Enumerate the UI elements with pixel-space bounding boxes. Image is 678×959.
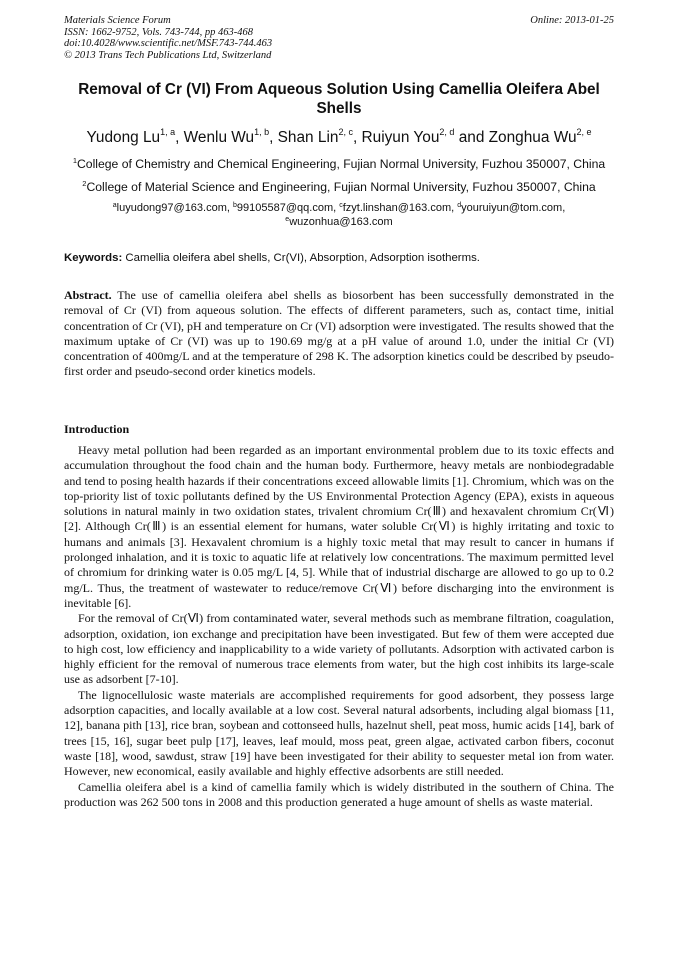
abstract	[64, 288, 614, 380]
email-entry	[457, 202, 565, 214]
affiliation-text: College of Material Science and Engineering, Fujian Normal University, Fuzhou 350007, China	[86, 180, 596, 194]
paragraph: Heavy metal pollution had been regarded as an important environmental problem due to its toxic effects and accumulation throughout the food chain and the human body. Furthermore, heavy metals are nonbiodegradable and tend to posing health hazards if their concentrations exceed allowable limits [1]. Chromium, which was on the top-priority list of toxic pollutants defined by the US Environmental Protection Agency (EPA), exists in aqueous solutions in natural mainly in two oxidation states, trivalent chromium Cr(Ⅲ) and hexavalent chromium Cr(Ⅵ) [2]. Although Cr(Ⅲ) is an essential element for humans, water soluble Cr(Ⅵ) is highly irritating and toxic to humans and animals [3]. Hexavalent chromium is a highly toxic metal that may result to cancer in humans if prolonged inhalation, and it is toxic to aquatic life at relatively low concentrations. The maximum permitted level of chromium for drinking water is 0.05 mg/L [4, 5]. While that of industrial discharge are allowed to go up to 0.2 mg/L. Thus, the treatment of wastewater to reduce/remove Cr(Ⅵ) before discharging into the environment is inevitable [6].	[64, 443, 614, 610]
author-separator: ,	[269, 129, 278, 146]
author-separator: and	[454, 129, 489, 146]
email-separator: ,	[451, 202, 458, 214]
author	[86, 129, 183, 146]
email-separator: ,	[226, 202, 234, 214]
journal-name: Materials Science Forum	[64, 15, 171, 26]
running-header	[64, 15, 614, 61]
email-list	[70, 201, 608, 229]
author-name: Ruiyun You	[361, 129, 440, 146]
author-separator: ,	[352, 129, 362, 146]
email-separator: ,	[333, 202, 340, 214]
email-address[interactable]: youruiyun@tom.com	[461, 202, 563, 214]
email-tag: b	[233, 202, 237, 209]
author-name: Wenlu Wu	[183, 129, 255, 146]
author	[362, 129, 489, 146]
author-separator: ,	[175, 129, 184, 146]
affiliation-number: 2	[82, 179, 87, 188]
affiliation	[30, 157, 648, 172]
keywords-text: Camellia oleifera abel shells, Cr(VI), Absorption, Adsorption isotherms.	[122, 252, 480, 264]
author-affiliation-mark: 2, c	[338, 127, 353, 137]
email-address[interactable]: fzyt.linshan@163.com	[342, 202, 452, 214]
issn-line: ISSN: 1662-9752, Vols. 743-744, pp 463-468	[64, 26, 253, 38]
keywords	[64, 251, 614, 265]
paragraph: For the removal of Cr(Ⅵ) from contaminated water, several methods such as membrane filtration, coagulation, adsorption, oxidation, ion exchange and precipitation have been investigated. But few of them were accepted due to high cost, low efficiency and inapplicability to a wide variety of pollutants. Adsorption with activated carbon is highly efficient for the removal of numerous trace elements from water, but the high cost inhibits its large-scale use as adsorbent [7-10].	[64, 611, 614, 687]
affiliation-text: College of Chemistry and Chemical Engineering, Fujian Normal University, Fuzhou 350007, China	[77, 157, 606, 171]
author	[184, 129, 278, 146]
abstract-label: Abstract.	[64, 288, 112, 302]
abstract-text: The use of camellia oleifera abel shells as biosorbent has been successfully demonstrated in the removal of Cr (VI) from aqueous solution. The effects of different parameters, such as, contact time, initial concentration of Cr (VI), pH and temperature on Cr (VI) adsorption were investigated. The results showed that the maximum uptake of Cr (VI) was up to 190.69 mg/g at a pH value of around 1.0, under the initial Cr (VI) concentration of 400mg/L and at the temperature of 298 K. The adsorption kinetics could be described by pseudo-first order and pseudo-second order kinetics models.	[64, 288, 614, 379]
email-address[interactable]: wuzonhua@163.com	[289, 216, 393, 228]
affiliation	[30, 180, 648, 195]
email-tag: a	[112, 202, 117, 209]
author-name: Zonghua Wu	[488, 129, 577, 146]
author-affiliation-mark: 2, e	[576, 127, 592, 137]
email-tag: d	[457, 202, 462, 209]
email-entry	[113, 202, 233, 214]
email-entry	[285, 216, 392, 228]
copyright-line: © 2013 Trans Tech Publications Ltd, Switzerland	[64, 49, 272, 61]
online-date: Online: 2013-01-25	[530, 15, 614, 26]
author-affiliation-mark: 1, b	[254, 127, 270, 137]
paragraph: Camellia oleifera abel is a kind of camellia family which is widely distributed in the southern of China. The production was 262 500 tons in 2008 and this production generated a huge amount of shells as waste material.	[64, 779, 614, 809]
paragraph: The lignocellulosic waste materials are accomplished requirements for good adsorbent, they possess large adsorption capacities, and locally available at a low cost. Several natural adsorbents, including algal biomass [11, 12], banana pith [13], rice bran, soybean and cottonseed hulls, hazelnut shell, peat moss, humic acids [14], bark of trees [15, 16], sugar beet pulp [17], leaves, leaf mould, moss peat, green algae, activated carbon fibers, coconut waste [18], wood, sawdust, straw [19] have been investigated for their ability to sequester metal ion from water. However, new economical, easily available and highly effective adsorbents are still needed.	[64, 687, 614, 779]
keywords-label: Keywords:	[64, 252, 123, 264]
introduction-body	[64, 443, 614, 810]
email-address[interactable]: luyudong97@163.com	[116, 202, 227, 214]
email-entry	[233, 202, 339, 214]
section-heading: Introduction	[64, 422, 130, 436]
author-name: Shan Lin	[277, 129, 339, 146]
email-tag: e	[285, 216, 290, 223]
author-affiliation-mark: 2, d	[439, 127, 455, 137]
email-entry	[339, 202, 457, 214]
author-affiliation-mark: 1, a	[160, 127, 176, 137]
email-tag: c	[339, 202, 343, 209]
doi-line[interactable]: doi:10.4028/www.scientific.net/MSF.743-744.463	[64, 38, 273, 49]
email-address[interactable]: 99105587@qq.com	[236, 202, 334, 214]
author-list	[40, 128, 638, 148]
email-separator: ,	[562, 202, 566, 214]
affiliation-number: 1	[72, 156, 77, 165]
paper-title: Removal of Cr (VI) From Aqueous Solution Using Camellia Oleifera Abel Shells	[78, 81, 600, 117]
author-name: Yudong Lu	[86, 129, 161, 146]
author	[278, 129, 362, 146]
author	[489, 129, 592, 146]
